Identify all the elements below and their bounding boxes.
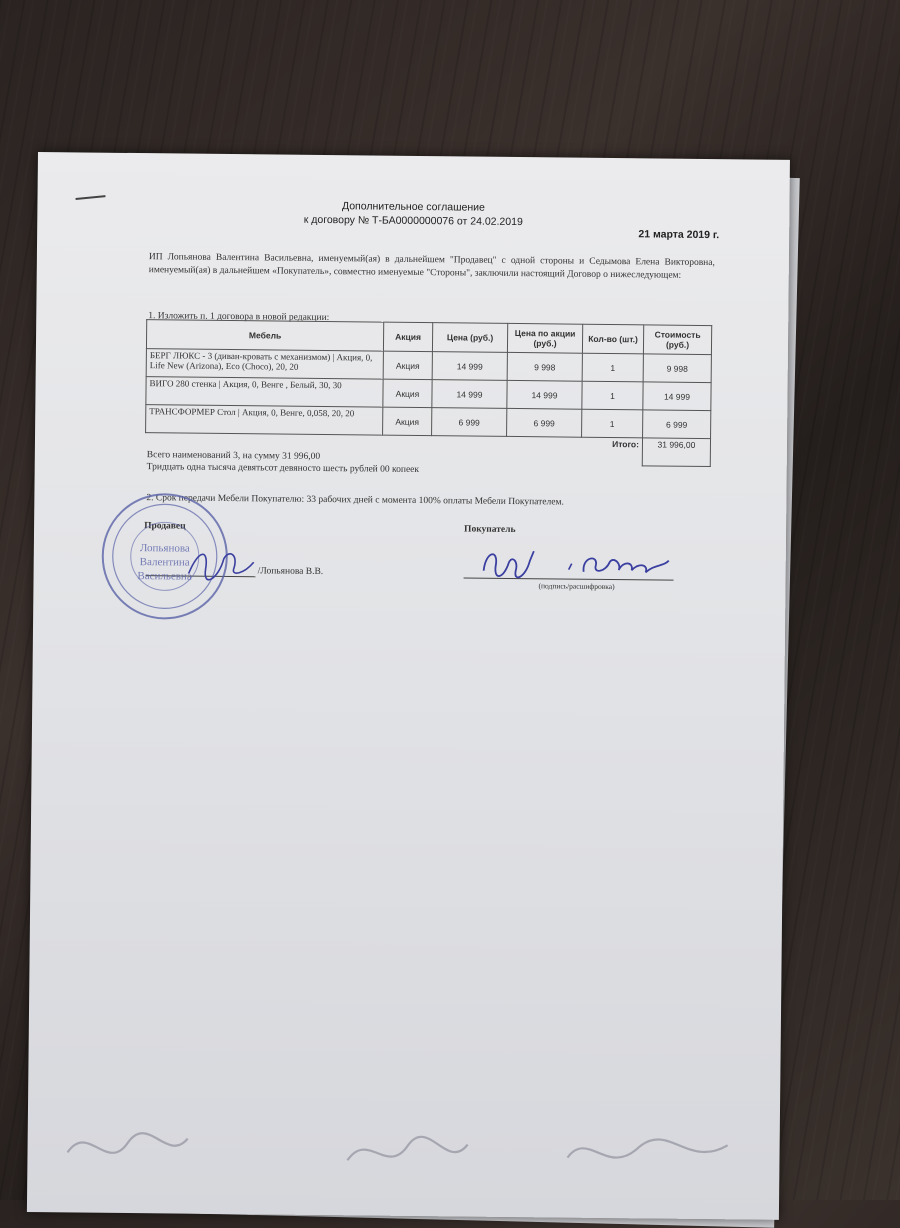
cell-promo: Акция (383, 407, 432, 436)
buyer-caption: (подпись/расшифровка) (538, 581, 615, 592)
summary-count: Всего наименований 3, на сумму 31 996,00 (146, 450, 321, 462)
col-header-cost: Стоимость (руб.) (643, 325, 711, 355)
furniture-table (145, 319, 712, 466)
title-line-1: Дополнительное соглашение (341, 200, 485, 214)
document-date: 21 марта 2019 г. (638, 228, 720, 242)
svg-text:Васильевна: Васильевна (137, 570, 192, 583)
title-line-2: к договору № Т-БА0000000076 от 24.02.2019 (303, 213, 523, 229)
cell-furniture: ВИГО 280 стенка | Акция, 0, Венге , Белый, 30, 30 (146, 377, 383, 407)
cell-cost: 9 998 (643, 354, 711, 383)
svg-text:Лопьянова: Лопьянова (139, 542, 190, 555)
total-value: 31 996,00 (642, 438, 710, 466)
buyer-signature-icon (473, 541, 684, 593)
cell-price: 14 999 (432, 352, 507, 381)
document-page (27, 152, 790, 1220)
cell-promo-price: 9 998 (507, 352, 582, 381)
document-title (37, 196, 789, 232)
cell-quantity: 1 (582, 409, 643, 438)
seller-signature-icon (183, 544, 263, 585)
intro-paragraph: ИП Лопьянова Валентина Васильевна, именуемый(ая) в дальнейшем "Продавец" с одной стороны и Седымова Елена Викторовна, именуемый(ая) в дальнейшем «Покупатель», совместно именуемые "Стороны", заключили настоящий Договор о нижеследующем: (148, 252, 715, 281)
summary (147, 449, 420, 476)
clause-1: 1. Изложить п. 1 договора в новой редакции: (148, 311, 330, 324)
cell-promo: Акция (383, 379, 432, 408)
cell-quantity: 1 (582, 381, 643, 410)
total-label: Итого: (612, 439, 640, 450)
col-header-furniture: Мебель (146, 320, 383, 351)
cell-quantity: 1 (582, 353, 643, 382)
buyer-label: Покупатель (464, 524, 516, 536)
summary-words: Тридцать одна тысяча девятьсот девяносто шесть рублей 00 копеек (146, 462, 420, 476)
cell-cost: 6 999 (643, 410, 711, 439)
cell-cost: 14 999 (643, 382, 711, 411)
cell-price: 14 999 (432, 380, 507, 409)
col-header-price: Цена (руб.) (432, 323, 507, 353)
svg-text:Валентина: Валентина (139, 556, 190, 569)
cell-furniture: БЕРГ ЛЮКС - 3 (диван-кровать с механизмом) | Акция, 0, Life New (Arizona), Eco (Choco), 20, 20 (146, 349, 383, 379)
seller-label: Продавец (144, 521, 186, 532)
bleed-through-handwriting-icon (47, 1112, 748, 1189)
col-header-quantity: Кол-во (шт.) (582, 324, 643, 354)
cell-price: 6 999 (432, 408, 507, 437)
clause-2: 2. Срок передачи Мебели Покупателю: 33 рабочих дней с момента 100% оплаты Мебели Покупателем. (146, 493, 564, 508)
cell-promo-price: 6 999 (507, 408, 582, 437)
col-header-promo-price: Цена по акции (руб.) (507, 323, 582, 353)
col-header-promo: Акция (383, 322, 432, 352)
cell-promo-price: 14 999 (507, 380, 582, 409)
cell-promo: Акция (383, 351, 432, 380)
seller-name: /Лопьянова В.В. (257, 566, 324, 578)
cell-furniture: ТРАНСФОРМЕР Стол | Акция, 0, Венге, 0,058, 20, 20 (146, 405, 383, 435)
